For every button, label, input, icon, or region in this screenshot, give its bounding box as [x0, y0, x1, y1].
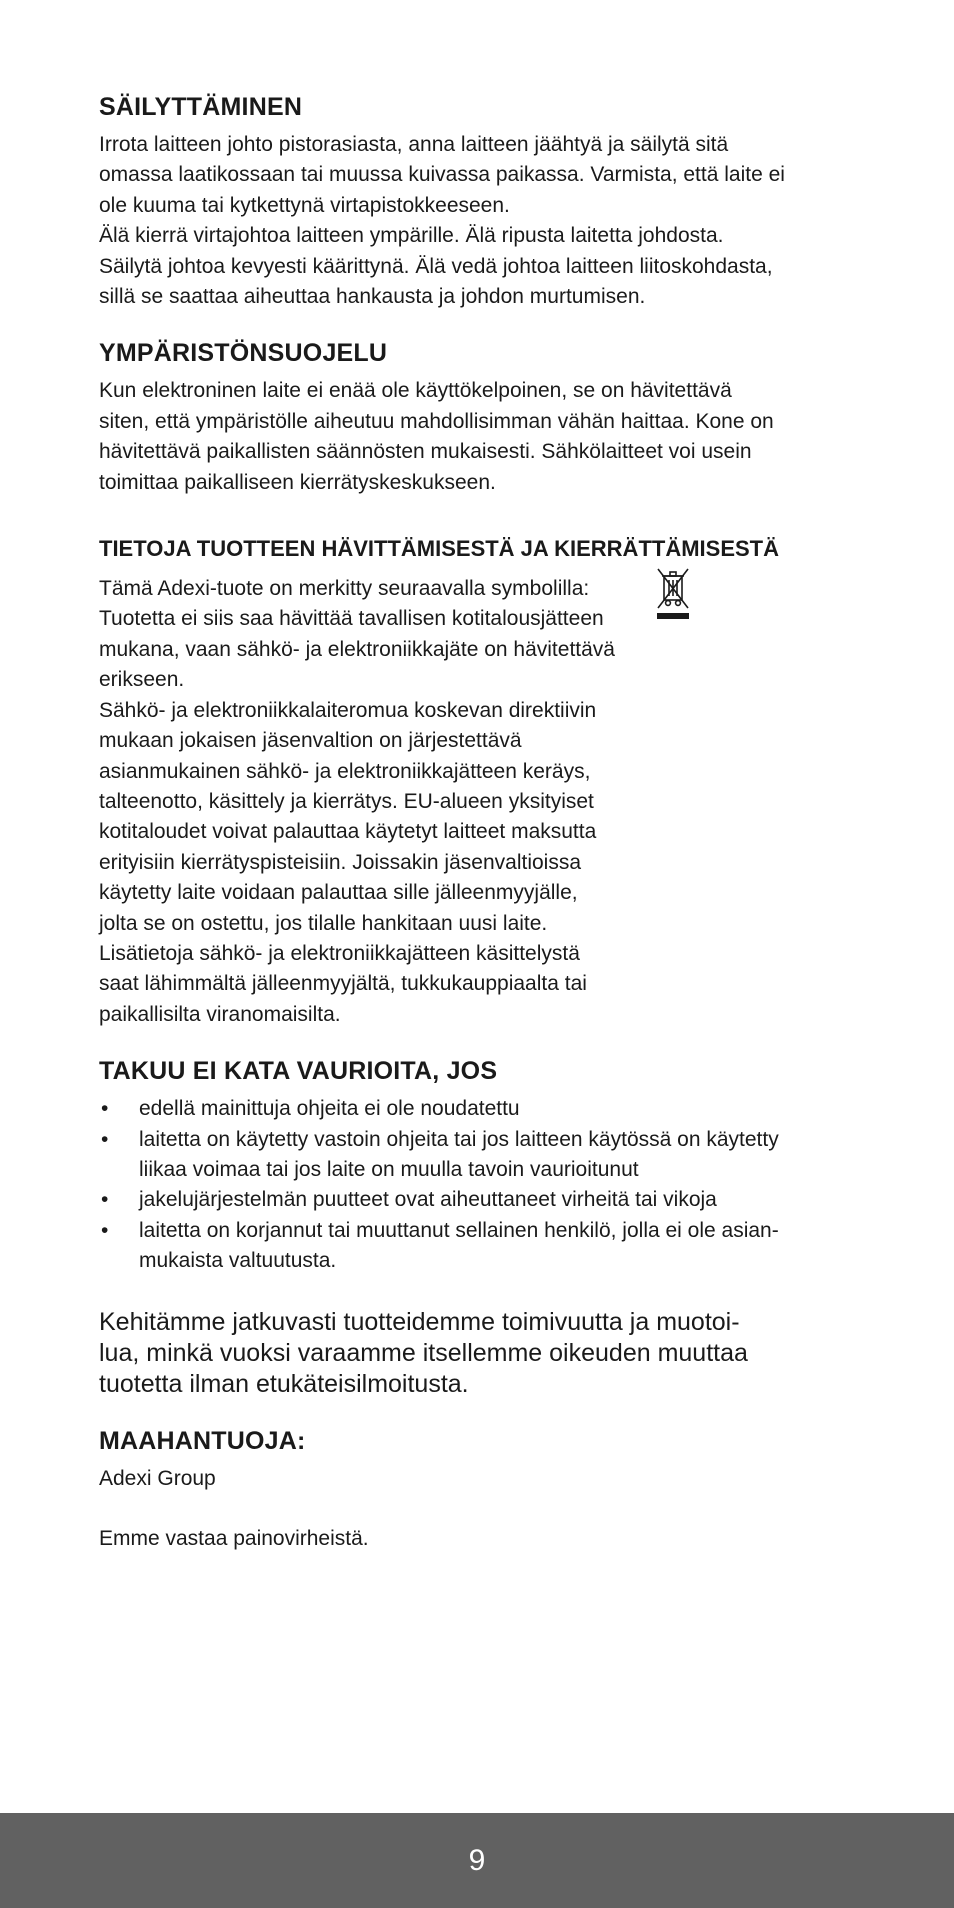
list-item	[99, 1216, 859, 1277]
text-line: Säilytä johtoa kevyesti käärittynä. Älä vedä johtoa laitteen liitoskohdasta,	[99, 254, 773, 278]
page-footer	[0, 1813, 954, 1908]
document-content	[99, 90, 859, 1554]
text-line: erityisiin kierrätyspisteisiin. Joissakin jäsenvaltioissa	[99, 850, 582, 874]
bullet-icon: •	[101, 1127, 109, 1151]
text-line: käytetty laite voidaan palauttaa sille jälleenmyyjälle,	[99, 881, 578, 905]
text-line: siten, että ympäristölle aiheutuu mahdollisimman vähän haittaa. Kone on	[99, 409, 774, 433]
text-line: saat lähimmältä jälleenmyyjältä, tukkukauppiaalta tai	[99, 972, 587, 996]
disclaimer-section	[99, 1524, 859, 1554]
text-line: Irrota laitteen johto pistorasiasta, anna laitteen jäähtyä ja säilytä sitä	[99, 133, 729, 156]
environment-section	[99, 336, 859, 498]
importer-name: Adexi Group	[99, 1466, 216, 1490]
text-line: paikallisilta viranomaisilta.	[99, 1002, 341, 1026]
importer-section	[99, 1424, 859, 1494]
text-line: mukana, vaan sähkö- ja elektroniikkajäte on hävitettävä	[99, 637, 615, 661]
text-line: edellä mainittuja ohjeita ei ole noudatettu	[139, 1097, 520, 1121]
bullet-icon: •	[101, 1218, 109, 1242]
text-line: erikseen.	[99, 668, 185, 692]
warranty-heading: TAKUU EI KATA VAURIOITA, JOS	[99, 1057, 498, 1086]
importer-heading: MAAHANTUOJA:	[99, 1426, 306, 1455]
text-line: mukaista valtuutusta.	[139, 1249, 337, 1273]
text-line: lua, minkä vuoksi varaamme itsellemme oikeuden muuttaa	[99, 1338, 748, 1367]
text-line: kotitaloudet voivat palauttaa käytetyt laitteet maksutta	[99, 820, 597, 844]
text-line: Sähkö- ja elektroniikkalaiteromua koskevan direktiivin	[99, 698, 597, 722]
storage-text	[99, 130, 859, 312]
bullet-icon: •	[101, 1097, 109, 1121]
warranty-list	[99, 1094, 859, 1276]
text-line: mukaan jokaisen jäsenvaltion on järjestettävä	[99, 729, 522, 753]
text-line: Tuotetta ei siis saa hävittää tavallisen kotitalousjätteen	[99, 607, 604, 631]
storage-section	[99, 90, 859, 312]
text-line: Älä kierrä virtajohtoa laitteen ympärille. Älä ripusta laitetta johdosta.	[99, 224, 724, 248]
disposal-section	[99, 534, 859, 1030]
text-line: laitetta on käytetty vastoin ohjeita tai jos laitteen käytössä on käytetty	[139, 1127, 779, 1151]
text-line: jakelujärjestelmän puutteet ovat aiheuttaneet virheitä tai vikoja	[139, 1188, 717, 1212]
text-line: omassa laatikossaan tai muussa kuivassa paikassa. Varmista, että laite ei	[99, 163, 785, 187]
text-line: liikaa voimaa tai jos laite on muulla tavoin vaurioitunut	[139, 1157, 639, 1181]
list-item	[99, 1125, 859, 1186]
disclaimer-text: Emme vastaa painovirheistä.	[99, 1527, 369, 1550]
warranty-section	[99, 1054, 859, 1276]
environment-text	[99, 376, 859, 498]
environment-heading: YMPÄRISTÖNSUOJELU	[99, 339, 388, 368]
storage-heading: SÄILYTTÄMINEN	[99, 93, 303, 121]
bullet-icon: •	[101, 1188, 109, 1212]
text-line: Lisätietoja sähkö- ja elektroniikkajätteen käsittelystä	[99, 941, 580, 965]
text-line: tuotetta ilman etukäteisilmoitusta.	[99, 1369, 469, 1398]
text-line: talteenotto, käsittely ja kierrätys. EU-alueen yksityiset	[99, 789, 594, 813]
disposal-text	[99, 574, 679, 1030]
notice-section	[99, 1307, 859, 1400]
list-item	[99, 1094, 859, 1124]
text-line: ole kuuma tai kytkettynä virtapistokkeeseen.	[99, 193, 510, 217]
page-number: 9	[468, 1843, 486, 1877]
text-line: asianmukainen sähkö- ja elektroniikkajätteen keräys,	[99, 759, 591, 783]
text-line: Kun elektroninen laite ei enää ole käyttökelpoinen, se on hävitettävä	[99, 379, 732, 403]
text-line: hävitettävä paikallisten säännösten mukaisesti. Sähkölaitteet voi usein	[99, 440, 752, 464]
disposal-heading: TIETOJA TUOTTEEN HÄVITTÄMISESTÄ JA KIERRÄTTÄMISESTÄ	[99, 536, 779, 562]
disposal-body	[99, 574, 679, 1030]
text-line: laitetta on korjannut tai muuttanut sellainen henkilö, jolla ei ole asian-	[139, 1218, 779, 1242]
text-line: toimittaa paikalliseen kierrätyskeskukseen.	[99, 470, 496, 494]
text-line: jolta se on ostettu, jos tilalle hankitaan uusi laite.	[99, 911, 548, 935]
text-line: Kehitämme jatkuvasti tuotteidemme toimivuutta ja muotoi-	[99, 1307, 740, 1336]
text-line: sillä se saattaa aiheuttaa hankausta ja johdon murtumisen.	[99, 285, 646, 309]
weee-crossed-bin-icon	[655, 566, 691, 620]
text-line: Tämä Adexi-tuote on merkitty seuraavalla symbolilla:	[99, 577, 590, 601]
list-item	[99, 1185, 859, 1215]
notice-text	[99, 1307, 859, 1400]
